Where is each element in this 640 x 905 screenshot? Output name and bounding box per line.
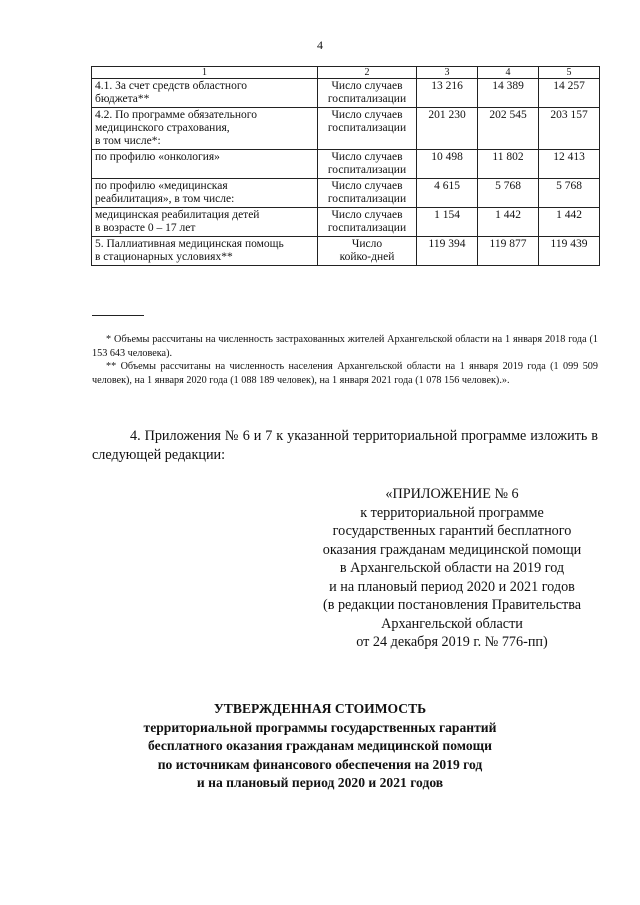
row-label-line: по профилю «онкология» xyxy=(95,151,220,163)
row-label-line: медицинская реабилитация детей xyxy=(95,209,260,221)
row-unit-line: Число случаев xyxy=(331,80,403,92)
row-unit-line: Число случаев xyxy=(331,209,403,221)
row-unit xyxy=(318,79,417,108)
header-cell: 1 xyxy=(92,67,318,79)
table-row xyxy=(92,208,600,237)
row-label-line: реабилитация», в том числе: xyxy=(95,193,235,205)
row-label-line: в возрасте 0 – 17 лет xyxy=(95,222,196,234)
value-cell: 119 394 xyxy=(417,237,478,266)
row-label-line: 5. Паллиативная медицинская помощь xyxy=(95,238,284,250)
approved-title-line: и на плановый период 2020 и 2021 годов xyxy=(196,775,444,790)
footnote-1: * Объемы рассчитаны на численность застрахованных жителей Архангельской области на 1 января 2018 года (1 153 643 человека). xyxy=(92,334,598,359)
value-cell: 1 154 xyxy=(417,208,478,237)
table-body xyxy=(92,67,600,266)
appendix-block-line: (в редакции постановления Правительства xyxy=(322,597,582,613)
row-unit-line: Число случаев xyxy=(331,151,403,163)
item-4-paragraph: 4. Приложения № 6 и 7 к указанной территориальной программе изложить в следующей редакции: xyxy=(92,428,598,463)
value-cell: 5 768 xyxy=(539,179,600,208)
value-cell: 12 413 xyxy=(539,150,600,179)
value-cell: 14 257 xyxy=(539,79,600,108)
row-label xyxy=(92,108,318,150)
value-cell: 201 230 xyxy=(417,108,478,150)
header-cell: 2 xyxy=(318,67,417,79)
approved-title-line: территориальной программы государственных гарантий xyxy=(143,719,497,735)
row-label xyxy=(92,179,318,208)
value-cell: 5 768 xyxy=(478,179,539,208)
row-label-line: медицинского страхования, xyxy=(95,122,230,134)
row-unit-line: Число xyxy=(351,238,383,250)
volume-table xyxy=(91,66,600,266)
row-label-line: 4.1. За счет средств областного xyxy=(95,80,247,92)
value-cell: 202 545 xyxy=(478,108,539,150)
value-cell: 1 442 xyxy=(539,208,600,237)
appendix-block-line: Архангельской области xyxy=(381,615,523,632)
row-label-line: в том числе*: xyxy=(95,135,161,147)
appendix-header xyxy=(286,485,618,652)
row-label-line: по профилю «медицинская xyxy=(95,180,228,192)
table-row xyxy=(92,237,600,266)
header-cell: 4 xyxy=(478,67,539,79)
approved-title-line: по источникам финансового обеспечения на 2019 год xyxy=(157,756,483,772)
value-cell: 14 389 xyxy=(478,79,539,108)
row-unit-line: госпитализации xyxy=(327,222,407,234)
approved-title-line: бесплатного оказания гражданам медицинской помощи xyxy=(148,738,492,753)
appendix-block-line: оказания гражданам медицинской помощи xyxy=(322,541,582,558)
value-cell: 4 615 xyxy=(417,179,478,208)
value-cell: 13 216 xyxy=(417,79,478,108)
footnote-2: ** Объемы рассчитаны на численность населения Архангельской области на 1 января 2019 года (1 099 509 человек), на 1 января 2020 года (1 088 189 человек), на 1 января 2021 года (1 078 156 человек).». xyxy=(92,361,598,386)
approved-cost-title xyxy=(0,700,640,793)
table-row xyxy=(92,150,600,179)
row-label-line: в стационарных условиях** xyxy=(95,251,233,263)
header-cell: 3 xyxy=(417,67,478,79)
appendix-block-line: в Архангельской области на 2019 год xyxy=(339,560,565,576)
page-number: 4 xyxy=(317,38,323,52)
approved-title-line: УТВЕРЖДЕННАЯ СТОИМОСТЬ xyxy=(213,701,427,716)
appendix-block-line: от 24 декабря 2019 г. № 776-пп) xyxy=(356,634,548,650)
row-label-line: бюджета** xyxy=(95,93,150,105)
row-unit-line: госпитализации xyxy=(327,193,407,205)
row-unit-line: Число случаев xyxy=(331,109,403,121)
row-unit xyxy=(318,179,417,208)
value-cell: 1 442 xyxy=(478,208,539,237)
appendix-block-line: «ПРИЛОЖЕНИЕ № 6 xyxy=(385,486,519,502)
row-unit-line: госпитализации xyxy=(327,164,407,176)
row-unit-line: койко-дней xyxy=(339,251,395,263)
row-unit-line: Число случаев xyxy=(331,180,403,192)
value-cell: 10 498 xyxy=(417,150,478,179)
row-unit-line: госпитализации xyxy=(327,122,407,134)
appendix-block-line: государственных гарантий бесплатного xyxy=(332,523,572,539)
row-unit xyxy=(318,108,417,150)
row-label xyxy=(92,79,318,108)
footnotes xyxy=(92,333,598,387)
row-unit-line: госпитализации xyxy=(327,93,407,105)
row-label xyxy=(92,208,318,237)
value-cell: 119 439 xyxy=(539,237,600,266)
appendix-block-line: и на плановый период 2020 и 2021 годов xyxy=(329,578,575,595)
value-cell: 119 877 xyxy=(478,237,539,266)
table-row xyxy=(92,79,600,108)
table-row xyxy=(92,108,600,150)
header-cell: 5 xyxy=(539,67,600,79)
appendix-block-line: к территориальной программе xyxy=(360,504,544,521)
row-unit xyxy=(318,150,417,179)
row-label xyxy=(92,150,318,179)
row-unit xyxy=(318,208,417,237)
row-unit xyxy=(318,237,417,266)
table-row xyxy=(92,179,600,208)
table-header-row xyxy=(92,67,600,79)
footnote-separator xyxy=(92,315,144,316)
value-cell: 203 157 xyxy=(539,108,600,150)
row-label-line: 4.2. По программе обязательного xyxy=(95,109,257,121)
value-cell: 11 802 xyxy=(478,150,539,179)
row-label xyxy=(92,237,318,266)
